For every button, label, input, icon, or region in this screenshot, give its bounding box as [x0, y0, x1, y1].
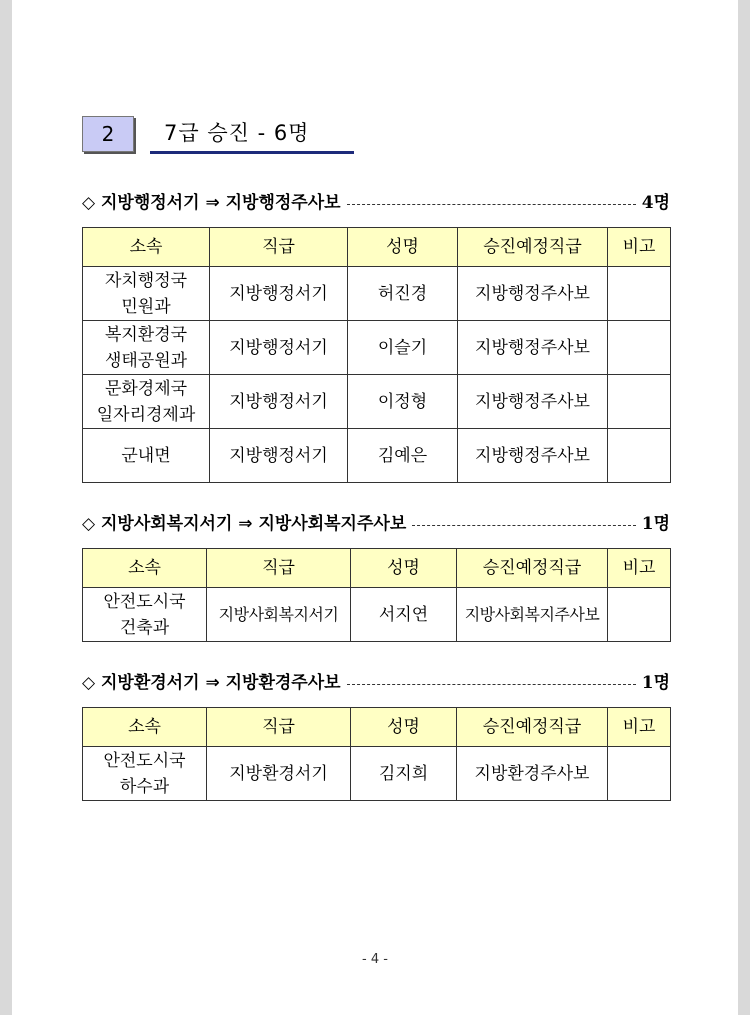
cell-promo: 지방행정주사보	[458, 375, 608, 429]
cell-promo: 지방행정주사보	[458, 267, 608, 321]
cell-rank: 지방행정서기	[210, 375, 348, 429]
cell-note	[608, 588, 671, 642]
table-row	[83, 267, 671, 321]
promotion-table-environment	[82, 707, 671, 801]
table-row	[83, 747, 671, 801]
cell-dept: 군내면	[83, 429, 210, 483]
cell-promo: 지방행정주사보	[458, 429, 608, 483]
cell-name: 이슬기	[348, 321, 458, 375]
header-rank: 직급	[207, 549, 351, 588]
header-promo: 승진예정직급	[457, 708, 608, 747]
category-count: 1명	[641, 673, 670, 693]
cell-note	[608, 267, 671, 321]
header-name: 성명	[351, 549, 457, 588]
category-heading-welfare	[82, 511, 670, 537]
table-row	[83, 429, 671, 483]
cell-rank: 지방행정서기	[210, 321, 348, 375]
cell-promo: 지방행정주사보	[458, 321, 608, 375]
header-dept: 소속	[83, 708, 207, 747]
cell-name: 서지연	[351, 588, 457, 642]
category-count: 4명	[641, 193, 670, 213]
category-heading-environment	[82, 670, 670, 696]
cell-rank: 지방사회복지서기	[207, 588, 351, 642]
section-title: 7급 승진 - 6명	[150, 116, 354, 154]
document-page	[12, 0, 738, 1015]
cell-name: 이정형	[348, 375, 458, 429]
header-dept: 소속	[83, 549, 207, 588]
header-note: 비고	[608, 228, 671, 267]
dashed-leader	[412, 525, 635, 526]
cell-dept: 안전도시국 하수과	[83, 747, 207, 801]
category-title: ◇ 지방환경서기 ⇒ 지방환경주사보	[82, 673, 341, 693]
header-promo: 승진예정직급	[457, 549, 608, 588]
cell-dept: 자치행정국 민원과	[83, 267, 210, 321]
cell-name: 허진경	[348, 267, 458, 321]
promotion-table-admin	[82, 227, 671, 483]
cell-name: 김예은	[348, 429, 458, 483]
cell-promo: 지방사회복지주사보	[457, 588, 608, 642]
header-dept: 소속	[83, 228, 210, 267]
table-row	[83, 321, 671, 375]
cell-note	[608, 429, 671, 483]
table-row	[83, 375, 671, 429]
dashed-leader	[347, 684, 636, 685]
promotion-table-welfare	[82, 548, 671, 642]
header-note: 비고	[608, 708, 671, 747]
cell-promo: 지방환경주사보	[457, 747, 608, 801]
cell-rank: 지방환경서기	[207, 747, 351, 801]
dashed-leader	[347, 204, 636, 205]
category-count: 1명	[641, 514, 670, 534]
table-row	[83, 588, 671, 642]
cell-note	[608, 747, 671, 801]
header-name: 성명	[348, 228, 458, 267]
category-title: ◇ 지방행정서기 ⇒ 지방행정주사보	[82, 193, 341, 213]
table-header-row	[83, 228, 671, 267]
category-heading-admin	[82, 190, 670, 216]
cell-name: 김지희	[351, 747, 457, 801]
table-header-row	[83, 708, 671, 747]
header-rank: 직급	[207, 708, 351, 747]
cell-rank: 지방행정서기	[210, 429, 348, 483]
table-header-row	[83, 549, 671, 588]
cell-dept: 복지환경국 생태공원과	[83, 321, 210, 375]
category-title: ◇ 지방사회복지서기 ⇒ 지방사회복지주사보	[82, 514, 407, 534]
section-heading	[82, 116, 342, 156]
cell-rank: 지방행정서기	[210, 267, 348, 321]
cell-dept: 문화경제국 일자리경제과	[83, 375, 210, 429]
cell-dept: 안전도시국 건축과	[83, 588, 207, 642]
section-number: 2	[82, 116, 134, 152]
cell-note	[608, 321, 671, 375]
header-rank: 직급	[210, 228, 348, 267]
header-name: 성명	[351, 708, 457, 747]
header-note: 비고	[608, 549, 671, 588]
header-promo: 승진예정직급	[458, 228, 608, 267]
page-number: - 4 -	[362, 952, 388, 967]
cell-note	[608, 375, 671, 429]
